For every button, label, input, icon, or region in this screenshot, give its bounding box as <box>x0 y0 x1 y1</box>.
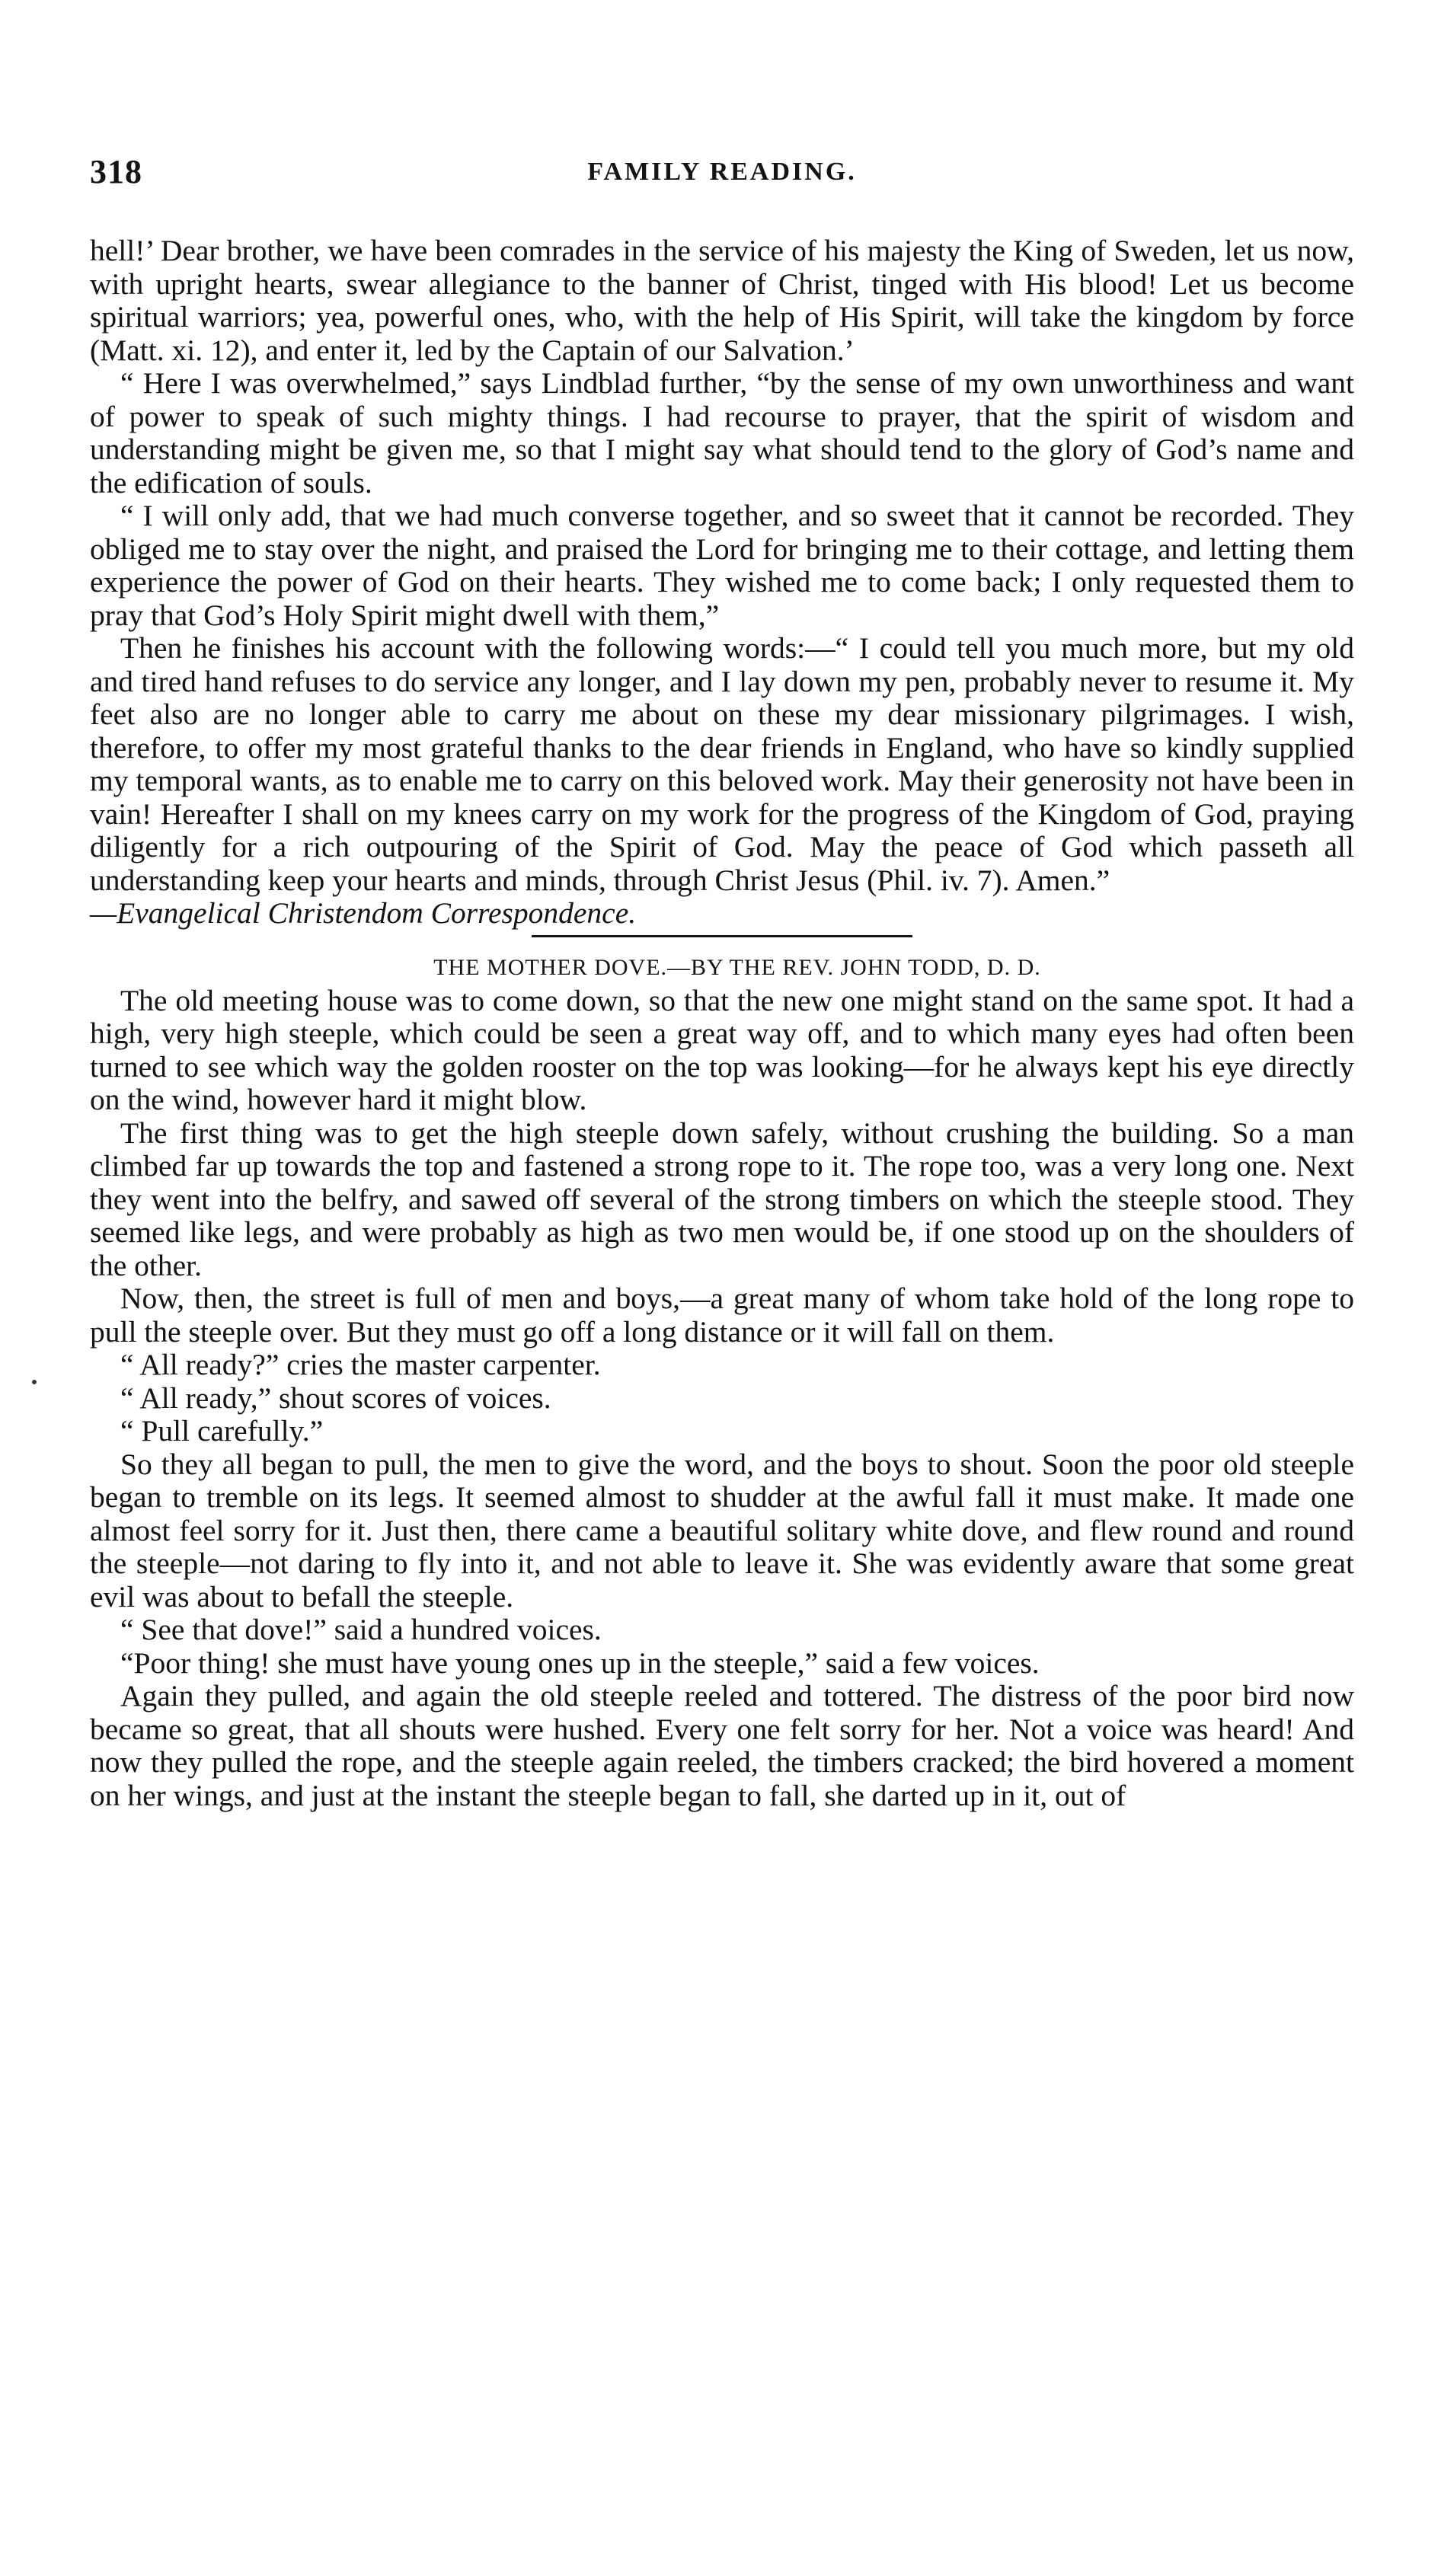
dialogue-line: “Poor thing! she must have young ones up in the steeple,” said a few voices. <box>120 1646 1040 1680</box>
dialogue-line: “ All ready?” cries the master carpenter. <box>120 1348 601 1381</box>
paragraph: So they all began to pull, the men to give the word, and the boys to shout. Soon the poor old steeple began to tremble on its legs. It seemed almost to shudder at the awful fall it must make. It made one almost feel sorry for it. Just then, there came a beautiful solitary white dove, and flew round and round the steeple—not daring to fly into it, and not able to leave it. She was evidently aware that some great evil was about to befall the steeple. <box>90 1447 1354 1614</box>
paragraph: “ Here I was overwhelmed,” says Lindblad further, “by the sense of my own unworthiness and want of power to speak of such mighty things. I had recourse to prayer, that the spirit of wisdom and understanding might be given me, so that I might say what should tend to the glory of God’s name and the edification of souls. <box>90 366 1354 500</box>
running-head <box>90 149 1354 195</box>
paragraph: Then he finishes his account with the following words:—“ I could tell you much more, but my old and tired hand refuses to do service any longer, and I lay down my pen, probably never to resume it. My feet also are no longer able to carry me about on these my dear missionary pilgrimages. I wish, therefore, to offer my most grateful thanks to the dear friends in England, who have so kindly supplied my temporal wants, as to enable me to carry on this beloved work. May their generosity not have been in vain! Hereafter I shall on my knees carry on my work for the progress of the Kingdom of God, praying diligently for a rich outpouring of the Spirit of God. May the peace of God which passeth all understanding keep your hearts and minds, through Christ Jesus (Phil. iv. 7). Amen.” <box>90 631 1354 897</box>
article-heading: THE MOTHER DOVE.—BY THE REV. JOHN TODD, D. D. <box>433 954 1041 980</box>
paragraph: The old meeting house was to come down, so that the new one might stand on the same spot. It had a high, very high steeple, which could be seen a great way off, and to which many eyes had often been turned to see which way the golden rooster on the top was looking—for he always kept his eye directly on the wind, however hard it might blow. <box>90 983 1354 1116</box>
dialogue-line: “ Pull carefully.” <box>120 1414 324 1448</box>
margin-speck <box>32 1380 37 1384</box>
body-text <box>90 235 1354 1812</box>
paragraph: The first thing was to get the high steeple down safely, without crushing the building. So a man climbed far up towards the top and fastened a strong rope to it. The rope too, was a very long one. Next they went into the belfry, and sawed off several of the strong timbers on which the steeple stood. They seemed like legs, and were probably as high as two men would be, if one stood up on the shoulders of the other. <box>90 1116 1354 1282</box>
paragraph: hell!’ Dear brother, we have been comrades in the service of his majesty the King of Sweden, let us now, with upright hearts, swear allegiance to the banner of Christ, tinged with His blood! Let us become spiritual warriors; yea, powerful ones, who, with the help of His Spirit, will take the kingdom by force (Matt. xi. 12), and enter it, led by the Captain of our Salvation.’ <box>90 234 1354 367</box>
paragraph: Now, then, the street is full of men and boys,—a great many of whom take hold of the long rope to pull the steeple over. But they must go off a long distance or it will fall on them. <box>90 1282 1354 1349</box>
section-divider <box>532 935 912 937</box>
paragraph: “ I will only add, that we had much converse together, and so sweet that it cannot be recorded. They obliged me to stay over the night, and praised the Lord for bringing me to their cottage, and letting them experience the power of God on their hearts. They wished me to come back; I only requested them to pray that God’s Holy Spirit might dwell with them,” <box>90 499 1354 632</box>
page-number: 318 <box>90 153 142 190</box>
running-title: FAMILY READING. <box>587 158 857 186</box>
dialogue-line: “ See that dove!” said a hundred voices. <box>120 1613 602 1646</box>
source-attribution: —Evangelical Christendom Correspondence. <box>90 896 637 930</box>
dialogue-line: “ All ready,” shout scores of voices. <box>120 1381 551 1415</box>
paragraph: Again they pulled, and again the old steeple reeled and tottered. The distress of the poor bird now became so great, that all shouts were hushed. Every one felt sorry for her. Not a voice was heard! And now they pulled the rope, and the steeple again reeled, the timbers cracked; the bird hovered a moment on her wings, and just at the instant the steeple began to fall, she darted up in it, out of <box>90 1679 1354 1812</box>
